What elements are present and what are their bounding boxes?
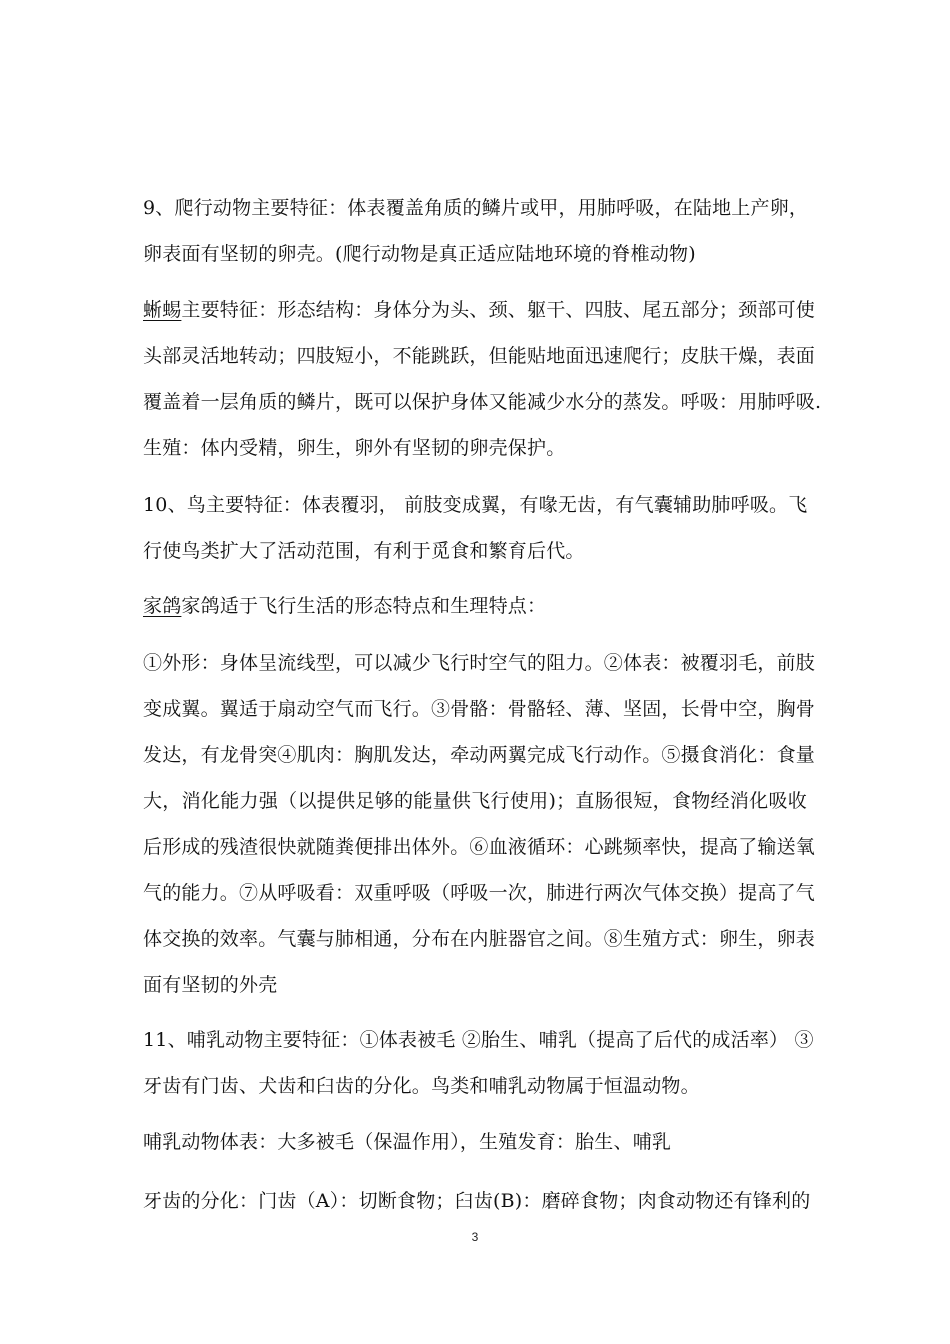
text-line: 11、哺乳动物主要特征：①体表被毛 ②胎生、哺乳（提高了后代的成活率） ③ xyxy=(143,1029,814,1051)
paragraph-bird-features xyxy=(143,482,807,574)
text-line: 后形成的残渣很快就随粪便排出体外。⑥血液循环：心跳频率快，提高了输送氧 xyxy=(143,836,816,858)
text-fragment: 主要特征：形态结构：身体分为头、颈、躯干、四肢、尾五部分；颈部可使 xyxy=(181,299,816,321)
text-line: 发达，有龙骨突④肌肉：胸肌发达，牵动两翼完成飞行动作。⑤摄食消化：食量 xyxy=(143,744,816,766)
text-line: 头部灵活地转动；四肢短小，不能跳跃，但能贴地面迅速爬行；皮肤干燥，表面 xyxy=(143,345,816,367)
text-line xyxy=(143,583,807,629)
text-line: 9、爬行动物主要特征：体表覆盖角质的鳞片或甲，用肺呼吸，在陆地上产卵， xyxy=(143,197,809,219)
text-line: ①外形：身体呈流线型，可以减少飞行时空气的阻力。②体表：被覆羽毛，前肢 xyxy=(143,652,816,674)
text-line: 面有坚韧的外壳 xyxy=(143,974,278,996)
paragraph-lizard-features xyxy=(143,287,822,471)
text-line: 大，消化能力强（以提供足够的能量供飞行使用)；直肠很短，食物经消化吸收 xyxy=(143,790,807,812)
text-line: 哺乳动物体表：大多被毛（保温作用），生殖发育：胎生、哺乳 xyxy=(143,1131,672,1153)
text-line: 牙齿的分化：门齿（A）：切断食物；臼齿(B)：磨碎食物；肉食动物还有锋利的 xyxy=(143,1190,811,1212)
text-fragment: 家鸽适于飞行生活的形态特点和生理特点： xyxy=(181,595,547,617)
underlined-keyword-pigeon: 家鸽 xyxy=(143,595,182,617)
text-line: 变成翼。翼适于扇动空气而飞行。③骨骼：骨骼轻、薄、坚固，长骨中空，胸骨 xyxy=(143,698,816,720)
text-line xyxy=(143,287,816,333)
text-line: 牙齿有门齿、犬齿和臼齿的分化。鸟类和哺乳动物属于恒温动物。 xyxy=(143,1075,700,1097)
text-line: 行使鸟类扩大了活动范围，有利于觅食和繁育后代。 xyxy=(143,540,585,562)
paragraph-pigeon-heading xyxy=(143,583,807,629)
paragraph-pigeon-details xyxy=(143,640,816,1008)
text-line: 气的能力。⑦从呼吸看：双重呼吸（呼吸一次，肺进行两次气体交换）提高了气 xyxy=(143,882,816,904)
paragraph-reptile-features xyxy=(143,185,807,277)
underlined-keyword-lizard: 蜥蜴 xyxy=(143,299,182,321)
page-number: 3 xyxy=(471,1230,479,1244)
paragraph-mammal-body xyxy=(143,1119,807,1165)
text-line: 卵表面有坚韧的卵壳。(爬行动物是真正适应陆地环境的脊椎动物) xyxy=(143,243,696,265)
text-line: 体交换的效率。气囊与肺相通，分布在内脏器官之间。⑧生殖方式：卵生，卵表 xyxy=(143,928,816,950)
text-line: 生殖：体内受精，卵生，卵外有坚韧的卵壳保护。 xyxy=(143,437,566,459)
paragraph-mammal-features xyxy=(143,1017,814,1109)
text-line: 10、鸟主要特征：体表覆羽， 前肢变成翼，有喙无齿，有气囊辅助肺呼吸。飞 xyxy=(143,494,808,516)
paragraph-teeth-differentiation xyxy=(143,1178,811,1224)
text-line: 覆盖着一层角质的鳞片，既可以保护身体又能减少水分的蒸发。呼吸：用肺呼吸. xyxy=(143,391,822,413)
